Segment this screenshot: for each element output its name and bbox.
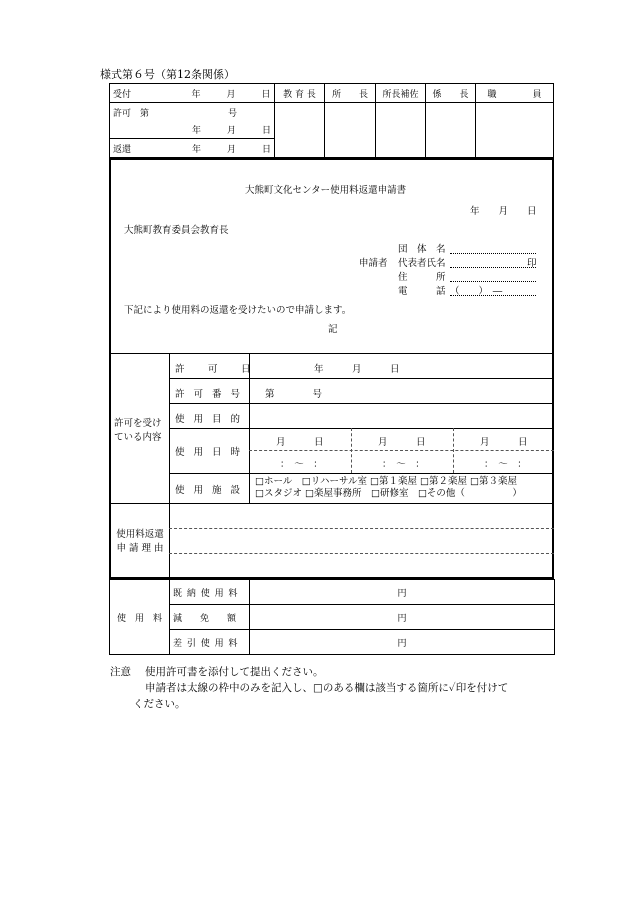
datetime-col-2 bbox=[453, 428, 454, 473]
representative-field[interactable] bbox=[450, 267, 536, 268]
usage-datetime-label: 使 用 日 時 bbox=[175, 447, 244, 458]
datetime-split bbox=[249, 450, 554, 451]
return-cell[interactable]: 返還 年 月 日 bbox=[110, 139, 275, 158]
group-name-label: 団 体 名 bbox=[398, 244, 446, 255]
addressee: 大熊町教育委員会教育長 bbox=[124, 225, 229, 236]
facility-label: 使 用 施 設 bbox=[175, 485, 244, 496]
group-name-field[interactable] bbox=[450, 253, 536, 254]
facility-options-line-2: □スタジオ □楽屋事務所 □研修室 □その他（ ） bbox=[255, 488, 522, 499]
notes-head: 注意 bbox=[110, 666, 131, 678]
address-label: 住 所 bbox=[398, 272, 446, 283]
approval-chief: 係 長 bbox=[426, 84, 476, 103]
usage-time-1[interactable]: ： 〜 ： bbox=[280, 459, 323, 470]
details-label-divider bbox=[169, 353, 170, 579]
usage-date-1[interactable]: 月 日 bbox=[276, 437, 324, 448]
request-sentence: 下記により使用料の返還を受けたいので申請します。 bbox=[124, 305, 352, 316]
approval-superintendent: 教 育 長 bbox=[275, 84, 325, 103]
usage-date-3[interactable]: 月 日 bbox=[480, 437, 528, 448]
reason-label: 使用料返還 申 請 理 由 bbox=[116, 529, 164, 554]
stamp-deputy-director[interactable] bbox=[376, 103, 426, 158]
details-top-line bbox=[109, 353, 554, 354]
paid-fee-field[interactable]: 円 bbox=[250, 580, 555, 605]
reception-cell[interactable]: 受付 年 月 日 bbox=[110, 84, 275, 103]
address-field[interactable] bbox=[450, 281, 536, 282]
datetime-col-1 bbox=[351, 428, 352, 473]
representative-label: 代表者氏名 bbox=[398, 258, 446, 269]
purpose-field[interactable] bbox=[260, 404, 550, 427]
permit-number-label: 許 可 番 号 bbox=[175, 389, 244, 400]
permit-number-cell[interactable]: 許可 第 号 年 月 日 bbox=[110, 103, 275, 139]
row-line-5 bbox=[109, 503, 554, 504]
ki-heading: 記 bbox=[328, 324, 338, 335]
facility-options[interactable] bbox=[255, 476, 522, 500]
reduction-field[interactable]: 円 bbox=[250, 605, 555, 630]
net-fee-label: 差 引 使 用 料 bbox=[170, 630, 250, 655]
stamp-chief[interactable] bbox=[426, 103, 476, 158]
notes-line-2: 申請者は太線の枠中のみを記入し、□のある欄は該当する箇所に✓印を付けて bbox=[145, 682, 509, 694]
stamp-superintendent[interactable] bbox=[275, 103, 325, 158]
approval-director: 所 長 bbox=[325, 84, 376, 103]
notes-line-3: ください。 bbox=[133, 698, 186, 710]
stamp-staff[interactable] bbox=[476, 103, 554, 158]
permit-date-label: 許 可 日 bbox=[175, 364, 258, 375]
approval-staff: 職 員 bbox=[476, 84, 554, 103]
application-date[interactable]: 年 月 日 bbox=[470, 206, 537, 217]
fee-label: 使 用 料 bbox=[110, 580, 170, 655]
row-line-3 bbox=[169, 428, 554, 429]
form-number: 様式第６号（第12条関係） bbox=[100, 68, 235, 81]
applicant-label: 申請者 bbox=[359, 258, 388, 269]
reception-label: 受付 bbox=[113, 89, 132, 100]
usage-date-2[interactable]: 月 日 bbox=[378, 437, 426, 448]
reason-dash-1 bbox=[169, 528, 554, 529]
permit-content-label: 許可を受け ている内容 bbox=[114, 418, 162, 443]
facility-options-line-1: □ホール □リハーサル室 □第１楽屋 □第２楽屋 □第３楽屋 bbox=[255, 476, 517, 487]
usage-time-3[interactable]: ： 〜 ： bbox=[484, 459, 527, 470]
document-title: 大熊町文化センター使用料返還申請書 bbox=[245, 185, 407, 196]
stamp-director[interactable] bbox=[325, 103, 376, 158]
reduction-label: 減 免 額 bbox=[170, 605, 250, 630]
reason-dash-2 bbox=[169, 553, 554, 554]
phone-label: 電 話 bbox=[398, 286, 446, 297]
row-line-1 bbox=[169, 378, 554, 379]
notes-line-1: 使用許可書を添付して提出ください。 bbox=[145, 666, 324, 678]
phone-field[interactable]: （ ） ― bbox=[450, 286, 503, 297]
row-line-4 bbox=[169, 473, 554, 474]
fee-table bbox=[109, 579, 555, 655]
paid-fee-label: 既 納 使 用 料 bbox=[170, 580, 250, 605]
seal-mark: 印 bbox=[527, 258, 537, 269]
net-fee-field[interactable]: 円 bbox=[250, 630, 555, 655]
permit-number-field[interactable]: 第 号 bbox=[265, 389, 323, 400]
usage-time-2[interactable]: ： 〜 ： bbox=[382, 459, 425, 470]
permit-date-field[interactable]: 年 月 日 bbox=[314, 364, 400, 375]
approval-deputy-director: 所長補佐 bbox=[376, 84, 426, 103]
purpose-label: 使 用 目 的 bbox=[175, 414, 244, 425]
phone-underline bbox=[450, 295, 536, 296]
reception-approval-table bbox=[109, 83, 554, 158]
